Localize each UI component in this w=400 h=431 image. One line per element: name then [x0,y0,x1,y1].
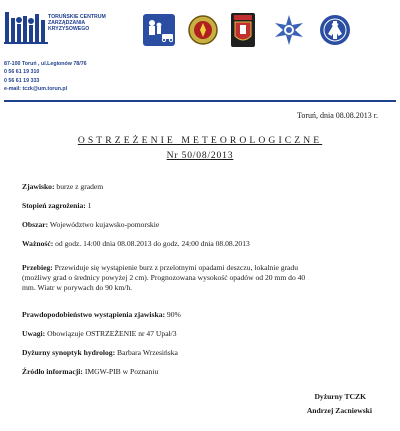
signature-role: Dyżurny TCZK [314,392,366,401]
field-zjawisko [22,182,103,192]
field-value: IMGW-PIB w Poznaniu [82,367,159,376]
field-dyzurny-synoptyk [22,348,178,358]
field-value: 1 [85,201,92,210]
place-date: Toruń, dnia 08.08.2013 r. [297,111,378,120]
field-obszar [22,220,159,230]
field-zrodlo [22,367,158,377]
field-label: Stopień zagrożenia: [22,201,86,210]
tczk-logo-icon [4,6,48,46]
field-value: 90% [165,310,181,319]
family-car-emblem-icon [143,14,175,46]
letterhead [0,0,400,100]
field-label: Uwagi: [22,329,46,338]
field-value: od godz. 14:00 dnia 08.08.2013 do godz. 24:00 dnia 08.08.2013 [53,239,250,248]
przebieg-line-3: mm. Wiatr w porywach do 90 km/h. [22,283,133,292]
fire-service-emblem-icon [188,14,218,46]
medical-rescue-emblem-icon [319,14,351,46]
field-value: Obowiązuje OSTRZEŻENIE nr 47 Upał/3 [45,329,177,338]
field-label: Dyżurny synoptyk hydrolog: [22,348,116,357]
field-label: Źródło informacji: [22,367,83,376]
city-guard-emblem-icon [230,12,256,48]
phone-line: 0 56 61 19 310 [4,69,40,76]
email-line: e-mail: tczk@um.torun.pl [4,86,68,93]
fax-line: 0 56 61 19 333 [4,77,40,84]
contact-block [4,60,87,94]
org-name: TORUŃSKIE CENTRUM ZARZĄDZANIA KRYZYSOWEGO [48,14,106,32]
field-value: burze z gradem [54,182,104,191]
field-przebieg [22,263,382,293]
header-divider [4,100,396,102]
field-label: Przebieg: [22,263,53,272]
field-label: Obszar: [22,220,49,229]
field-value: Województwo kujawsko-pomorskie [48,220,160,229]
field-label: Zjawisko: [22,182,55,191]
przebieg-line-1: Przewiduje się wystąpienie burz z przelotnymi opadami deszczu, lokalnie gradu [52,263,299,272]
field-prawdopodobienstwo [22,310,181,320]
field-label: Prawdopodobieństwo wystąpienia zjawiska: [22,310,166,319]
address-line: 87-100 Toruń , ul.Legionów 78/76 [4,61,87,67]
field-uwagi [22,329,177,339]
przebieg-line-2: (możliwy grad o średnicy powyżej 2 cm). Prognozowana wysokość opadów od 20 mm do 40 [22,273,306,282]
police-star-emblem-icon [273,14,305,46]
signature-name: Andrzej Zacniewski [306,406,372,415]
field-stopien [22,201,91,211]
warning-number: Nr 50/08/2013 [166,150,234,161]
document-title: OSTRZEŻENIE METEOROLOGICZNE [77,135,323,146]
field-waznosc [22,239,250,249]
field-value: Barbara Wrzesińska [115,348,178,357]
field-label: Ważność: [22,239,54,248]
